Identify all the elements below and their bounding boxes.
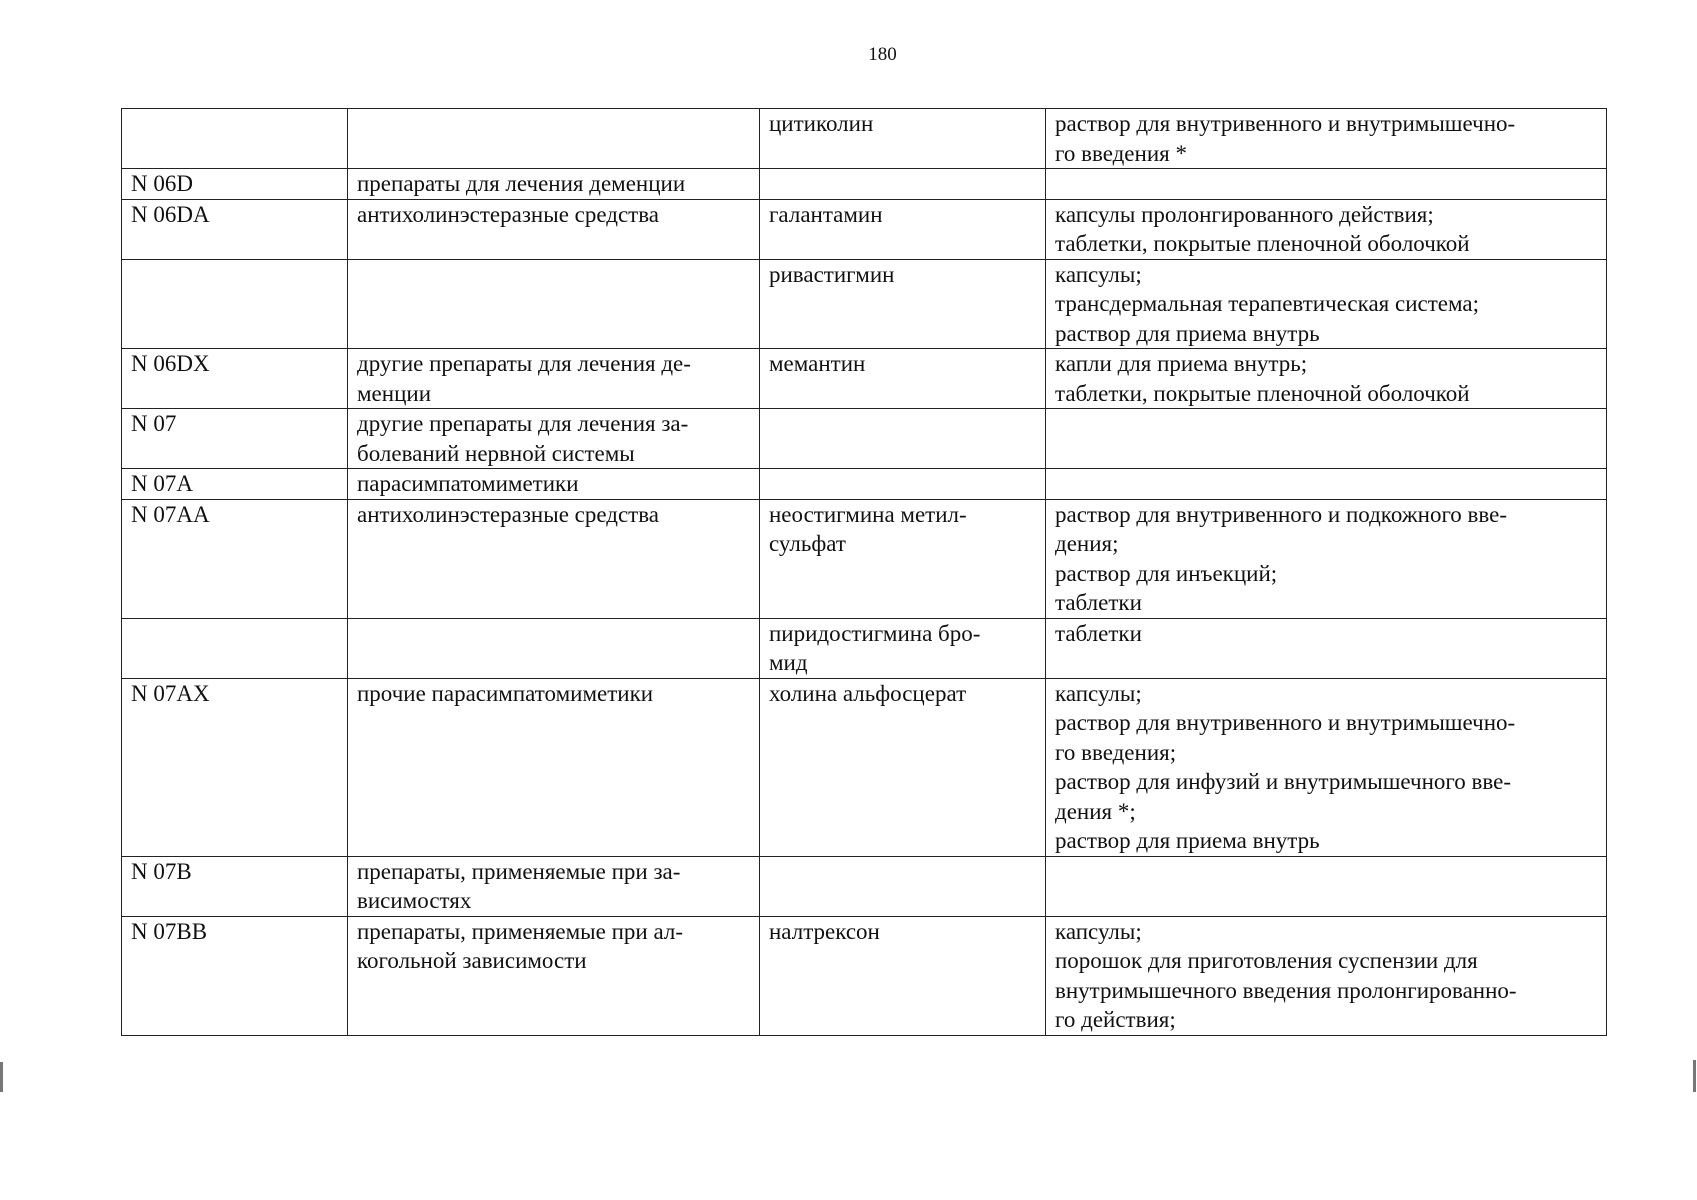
cell-text-line: болеваний нервной системы	[357, 440, 635, 466]
cell-text-line: галантамин	[769, 201, 883, 227]
cell-text-line: парасимпатомиметики	[357, 471, 579, 496]
cell-text-line: таблетки, покрытые пленочной оболочкой	[1055, 380, 1470, 406]
cell-text-line: раствор для внутривенного и внутримышечно-	[1055, 111, 1516, 136]
cell-text-line: N 07AX	[131, 680, 210, 706]
group-name-cell	[348, 109, 760, 169]
group-name-cell	[348, 618, 760, 678]
cell-text-line: раствор для приема внутрь	[1055, 320, 1320, 346]
cell-text-line: N 06DA	[131, 201, 210, 227]
dosage-form-cell	[1046, 469, 1607, 500]
dosage-form-cell	[1046, 678, 1607, 856]
cell-text-line: го введения;	[1055, 739, 1177, 765]
cell-text-line: пиридостигмина бро-	[769, 620, 981, 646]
atc-code-cell	[122, 199, 348, 259]
atc-code-cell	[122, 259, 348, 349]
cell-text-line: N 07AA	[131, 501, 210, 527]
atc-code-cell	[122, 618, 348, 678]
cell-text-line: го действия;	[1055, 1007, 1176, 1032]
cell-text-line: N 07	[131, 411, 177, 436]
cell-text-line: мид	[769, 650, 808, 675]
dosage-form-cell	[1046, 349, 1607, 409]
cell-text-line: антихолинэстеразные средства	[357, 501, 659, 527]
group-name-cell	[348, 856, 760, 916]
dosage-form-cell	[1046, 856, 1607, 916]
cell-text-line: антихолинэстеразные средства	[357, 201, 659, 227]
cell-text-line: го введения *	[1055, 140, 1187, 166]
group-name-cell	[348, 409, 760, 469]
cell-text-line: когольной зависимости	[357, 948, 587, 973]
dosage-form-cell	[1046, 499, 1607, 618]
cell-text-line: раствор для внутривенного и внутримышечно-	[1055, 710, 1516, 735]
cell-text-line: цитиколин	[769, 111, 874, 136]
substance-cell	[760, 916, 1046, 1035]
cell-text-line: N 07B	[131, 858, 192, 884]
cell-text-line: порошок для приготовления суспензии для	[1055, 948, 1478, 973]
cell-text-line: холина альфосцерат	[769, 680, 967, 706]
cell-text-line: дения;	[1055, 531, 1119, 556]
cell-text-line: прочие парасимпатомиметики	[357, 680, 654, 706]
cell-text-line: препараты для лечения деменции	[357, 171, 686, 196]
dosage-form-cell	[1046, 109, 1607, 169]
cell-text-line: раствор для инъекций;	[1055, 560, 1278, 586]
atc-code-cell	[122, 469, 348, 500]
group-name-cell	[348, 499, 760, 618]
group-name-cell	[348, 199, 760, 259]
atc-code-cell	[122, 109, 348, 169]
dosage-form-cell	[1046, 169, 1607, 200]
table-row	[122, 499, 1607, 618]
group-name-cell	[348, 349, 760, 409]
table-row	[122, 169, 1607, 200]
cell-text-line: раствор для внутривенного и подкожного вве-	[1055, 501, 1508, 527]
table-row	[122, 618, 1607, 678]
cell-text-line: висимостях	[357, 888, 472, 913]
substance-cell	[760, 856, 1046, 916]
scan-edge-mark-right	[1693, 1060, 1696, 1092]
cell-text-line: дения *;	[1055, 798, 1136, 824]
substance-cell	[760, 349, 1046, 409]
group-name-cell	[348, 169, 760, 200]
cell-text-line: ривастигмин	[769, 261, 895, 287]
cell-text-line: неостигмина метил-	[769, 501, 967, 527]
table-row	[122, 469, 1607, 500]
substance-cell	[760, 409, 1046, 469]
group-name-cell	[348, 259, 760, 349]
drug-classification-table	[121, 108, 1607, 1036]
table-row	[122, 109, 1607, 169]
page-number: 180	[868, 44, 897, 65]
cell-text-line: капсулы пролонгированного действия;	[1055, 201, 1434, 227]
cell-text-line: раствор для инфузий и внутримышечного вве-	[1055, 769, 1511, 794]
cell-text-line: таблетки	[1055, 620, 1142, 646]
cell-text-line: N 07BB	[131, 918, 208, 944]
cell-text-line: таблетки	[1055, 590, 1142, 615]
cell-text-line: таблетки, покрытые пленочной оболочкой	[1055, 231, 1470, 256]
cell-text-line: препараты, применяемые при ал-	[357, 918, 684, 944]
cell-text-line: мемантин	[769, 351, 866, 376]
cell-text-line: N 06DX	[131, 351, 210, 376]
cell-text-line: другие препараты для лечения за-	[357, 411, 689, 436]
cell-text-line: налтрексон	[769, 918, 880, 944]
cell-text-line: капли для приема внутрь;	[1055, 351, 1308, 376]
cell-text-line: N 07A	[131, 471, 193, 496]
substance-cell	[760, 678, 1046, 856]
cell-text-line: капсулы;	[1055, 261, 1142, 287]
scan-edge-mark-left	[0, 1062, 3, 1092]
substance-cell	[760, 499, 1046, 618]
table-row	[122, 349, 1607, 409]
group-name-cell	[348, 678, 760, 856]
cell-text-line: сульфат	[769, 531, 846, 556]
substance-cell	[760, 199, 1046, 259]
cell-text-line: трансдермальная терапевтическая система;	[1055, 291, 1479, 316]
table-row	[122, 409, 1607, 469]
substance-cell	[760, 169, 1046, 200]
table-row	[122, 856, 1607, 916]
dosage-form-cell	[1046, 618, 1607, 678]
substance-cell	[760, 469, 1046, 500]
dosage-form-cell	[1046, 259, 1607, 349]
cell-text-line: капсулы;	[1055, 918, 1142, 944]
table-row	[122, 199, 1607, 259]
cell-text-line: менции	[357, 380, 431, 406]
cell-text-line: препараты, применяемые при за-	[357, 858, 681, 884]
group-name-cell	[348, 916, 760, 1035]
cell-text-line: N 06D	[131, 171, 193, 196]
atc-code-cell	[122, 916, 348, 1035]
atc-code-cell	[122, 856, 348, 916]
dosage-form-cell	[1046, 199, 1607, 259]
table-row	[122, 678, 1607, 856]
dosage-form-cell	[1046, 409, 1607, 469]
atc-code-cell	[122, 678, 348, 856]
group-name-cell	[348, 469, 760, 500]
table-row	[122, 916, 1607, 1035]
atc-code-cell	[122, 499, 348, 618]
dosage-form-cell	[1046, 916, 1607, 1035]
cell-text-line: капсулы;	[1055, 680, 1142, 706]
atc-code-cell	[122, 169, 348, 200]
cell-text-line: раствор для приема внутрь	[1055, 828, 1320, 853]
cell-text-line: внутримышечного введения пролонгированно-	[1055, 977, 1517, 1003]
atc-code-cell	[122, 349, 348, 409]
substance-cell	[760, 618, 1046, 678]
substance-cell	[760, 109, 1046, 169]
table-body	[122, 109, 1607, 1036]
table-row	[122, 259, 1607, 349]
atc-code-cell	[122, 409, 348, 469]
substance-cell	[760, 259, 1046, 349]
cell-text-line: другие препараты для лечения де-	[357, 351, 691, 376]
